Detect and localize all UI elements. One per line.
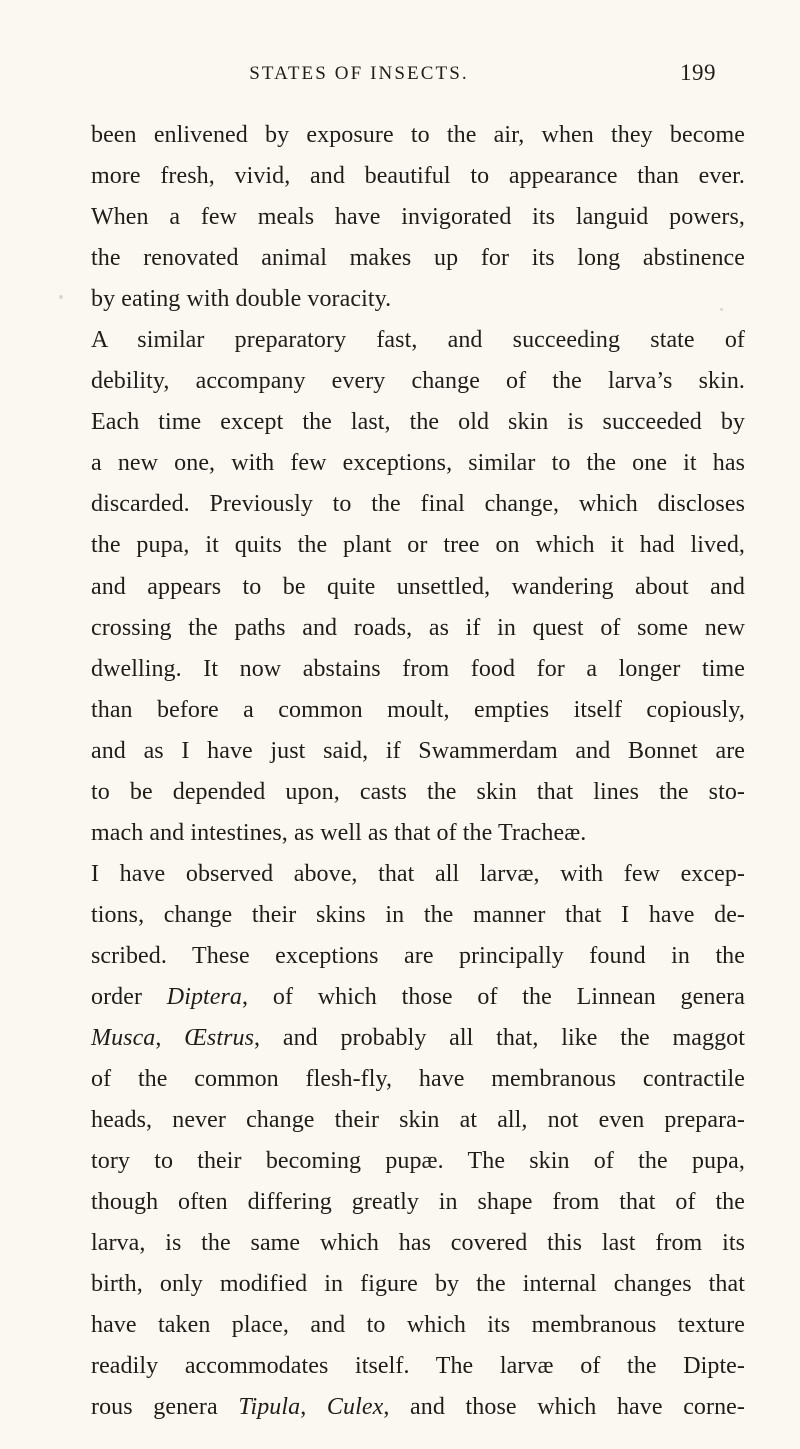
- italic-taxon: Œstrus: [184, 1025, 255, 1052]
- italic-taxon: Diptera: [166, 983, 243, 1010]
- body-text: [91, 115, 745, 1429]
- text-line-with-genus: [91, 1387, 745, 1428]
- text-line: scribed. These exceptions are principally found in the: [91, 942, 745, 969]
- text-run: , and those which have corne-: [383, 1394, 745, 1421]
- paper-speck: [59, 295, 63, 299]
- text-line: crossing the paths and roads, as if in quest of some new: [91, 614, 745, 641]
- text-line: mach and intestines, as well as that of the Tracheæ.: [91, 819, 587, 846]
- text-line: have taken place, and to which its membranous texture: [91, 1312, 745, 1339]
- paper-speck: [720, 308, 723, 311]
- text-line: readily accommodates itself. The larvæ of the Dipte-: [91, 1353, 745, 1380]
- text-line: and as I have just said, if Swammerdam and Bonnet are: [91, 737, 745, 764]
- text-run: ,: [155, 1025, 185, 1052]
- text-line-with-genus: [91, 977, 745, 1018]
- text-line: A similar preparatory fast, and succeeding state of: [91, 327, 745, 354]
- text-line: more fresh, vivid, and beautiful to appearance than ever.: [91, 163, 745, 190]
- text-line: dwelling. It now abstains from food for a longer time: [91, 655, 745, 682]
- text-line: than before a common moult, empties itself copiously,: [91, 696, 745, 723]
- text-line: debility, accompany every change of the larva’s skin.: [91, 368, 745, 395]
- text-line: a new one, with few exceptions, similar to the one it has: [91, 450, 745, 477]
- text-run: , and probably all that, like the maggot: [254, 1025, 745, 1052]
- text-line: of the common flesh-fly, have membranous contractile: [91, 1066, 745, 1093]
- text-line: heads, never change their skin at all, not even prepara-: [91, 1107, 745, 1134]
- text-line: to be depended upon, casts the skin that lines the sto-: [91, 778, 745, 805]
- running-title: STATES OF INSECTS.: [249, 63, 469, 84]
- text-line: by eating with double voracity.: [91, 286, 392, 313]
- text-line: and appears to be quite unsettled, wandering about and: [91, 573, 745, 600]
- text-line-with-genus: [91, 1018, 745, 1059]
- text-run: order: [91, 983, 167, 1010]
- text-line: the renovated animal makes up for its long abstinence: [91, 245, 745, 272]
- text-line: birth, only modified in figure by the internal changes that: [91, 1271, 745, 1298]
- text-line: been enlivened by exposure to the air, when they become: [91, 122, 745, 148]
- text-line: discarded. Previously to the final change, which discloses: [91, 491, 745, 518]
- running-head: [0, 60, 800, 97]
- text-run: ,: [300, 1394, 327, 1421]
- text-line: larva, is the same which has covered this last from its: [91, 1230, 745, 1257]
- text-line: though often differing greatly in shape from that of the: [91, 1189, 745, 1216]
- text-line: tions, change their skins in the manner that I have de-: [91, 901, 745, 928]
- italic-taxon: Tipula: [238, 1394, 301, 1421]
- page-number: 199: [680, 60, 716, 85]
- text-line: Each time except the last, the old skin is succeeded by: [91, 409, 745, 436]
- paper-speck: [650, 1370, 653, 1374]
- text-run: rous genera: [91, 1394, 239, 1421]
- italic-taxon: Musca: [91, 1025, 156, 1052]
- text-line: I have observed above, that all larvæ, with few excep-: [91, 860, 745, 887]
- text-run: , of which those of the Linnean genera: [242, 983, 745, 1010]
- text-line: the pupa, it quits the plant or tree on which it had lived,: [91, 532, 745, 559]
- text-line: When a few meals have invigorated its languid powers,: [91, 204, 745, 231]
- italic-taxon: Culex: [326, 1394, 384, 1421]
- text-line: tory to their becoming pupæ. The skin of the pupa,: [91, 1148, 745, 1175]
